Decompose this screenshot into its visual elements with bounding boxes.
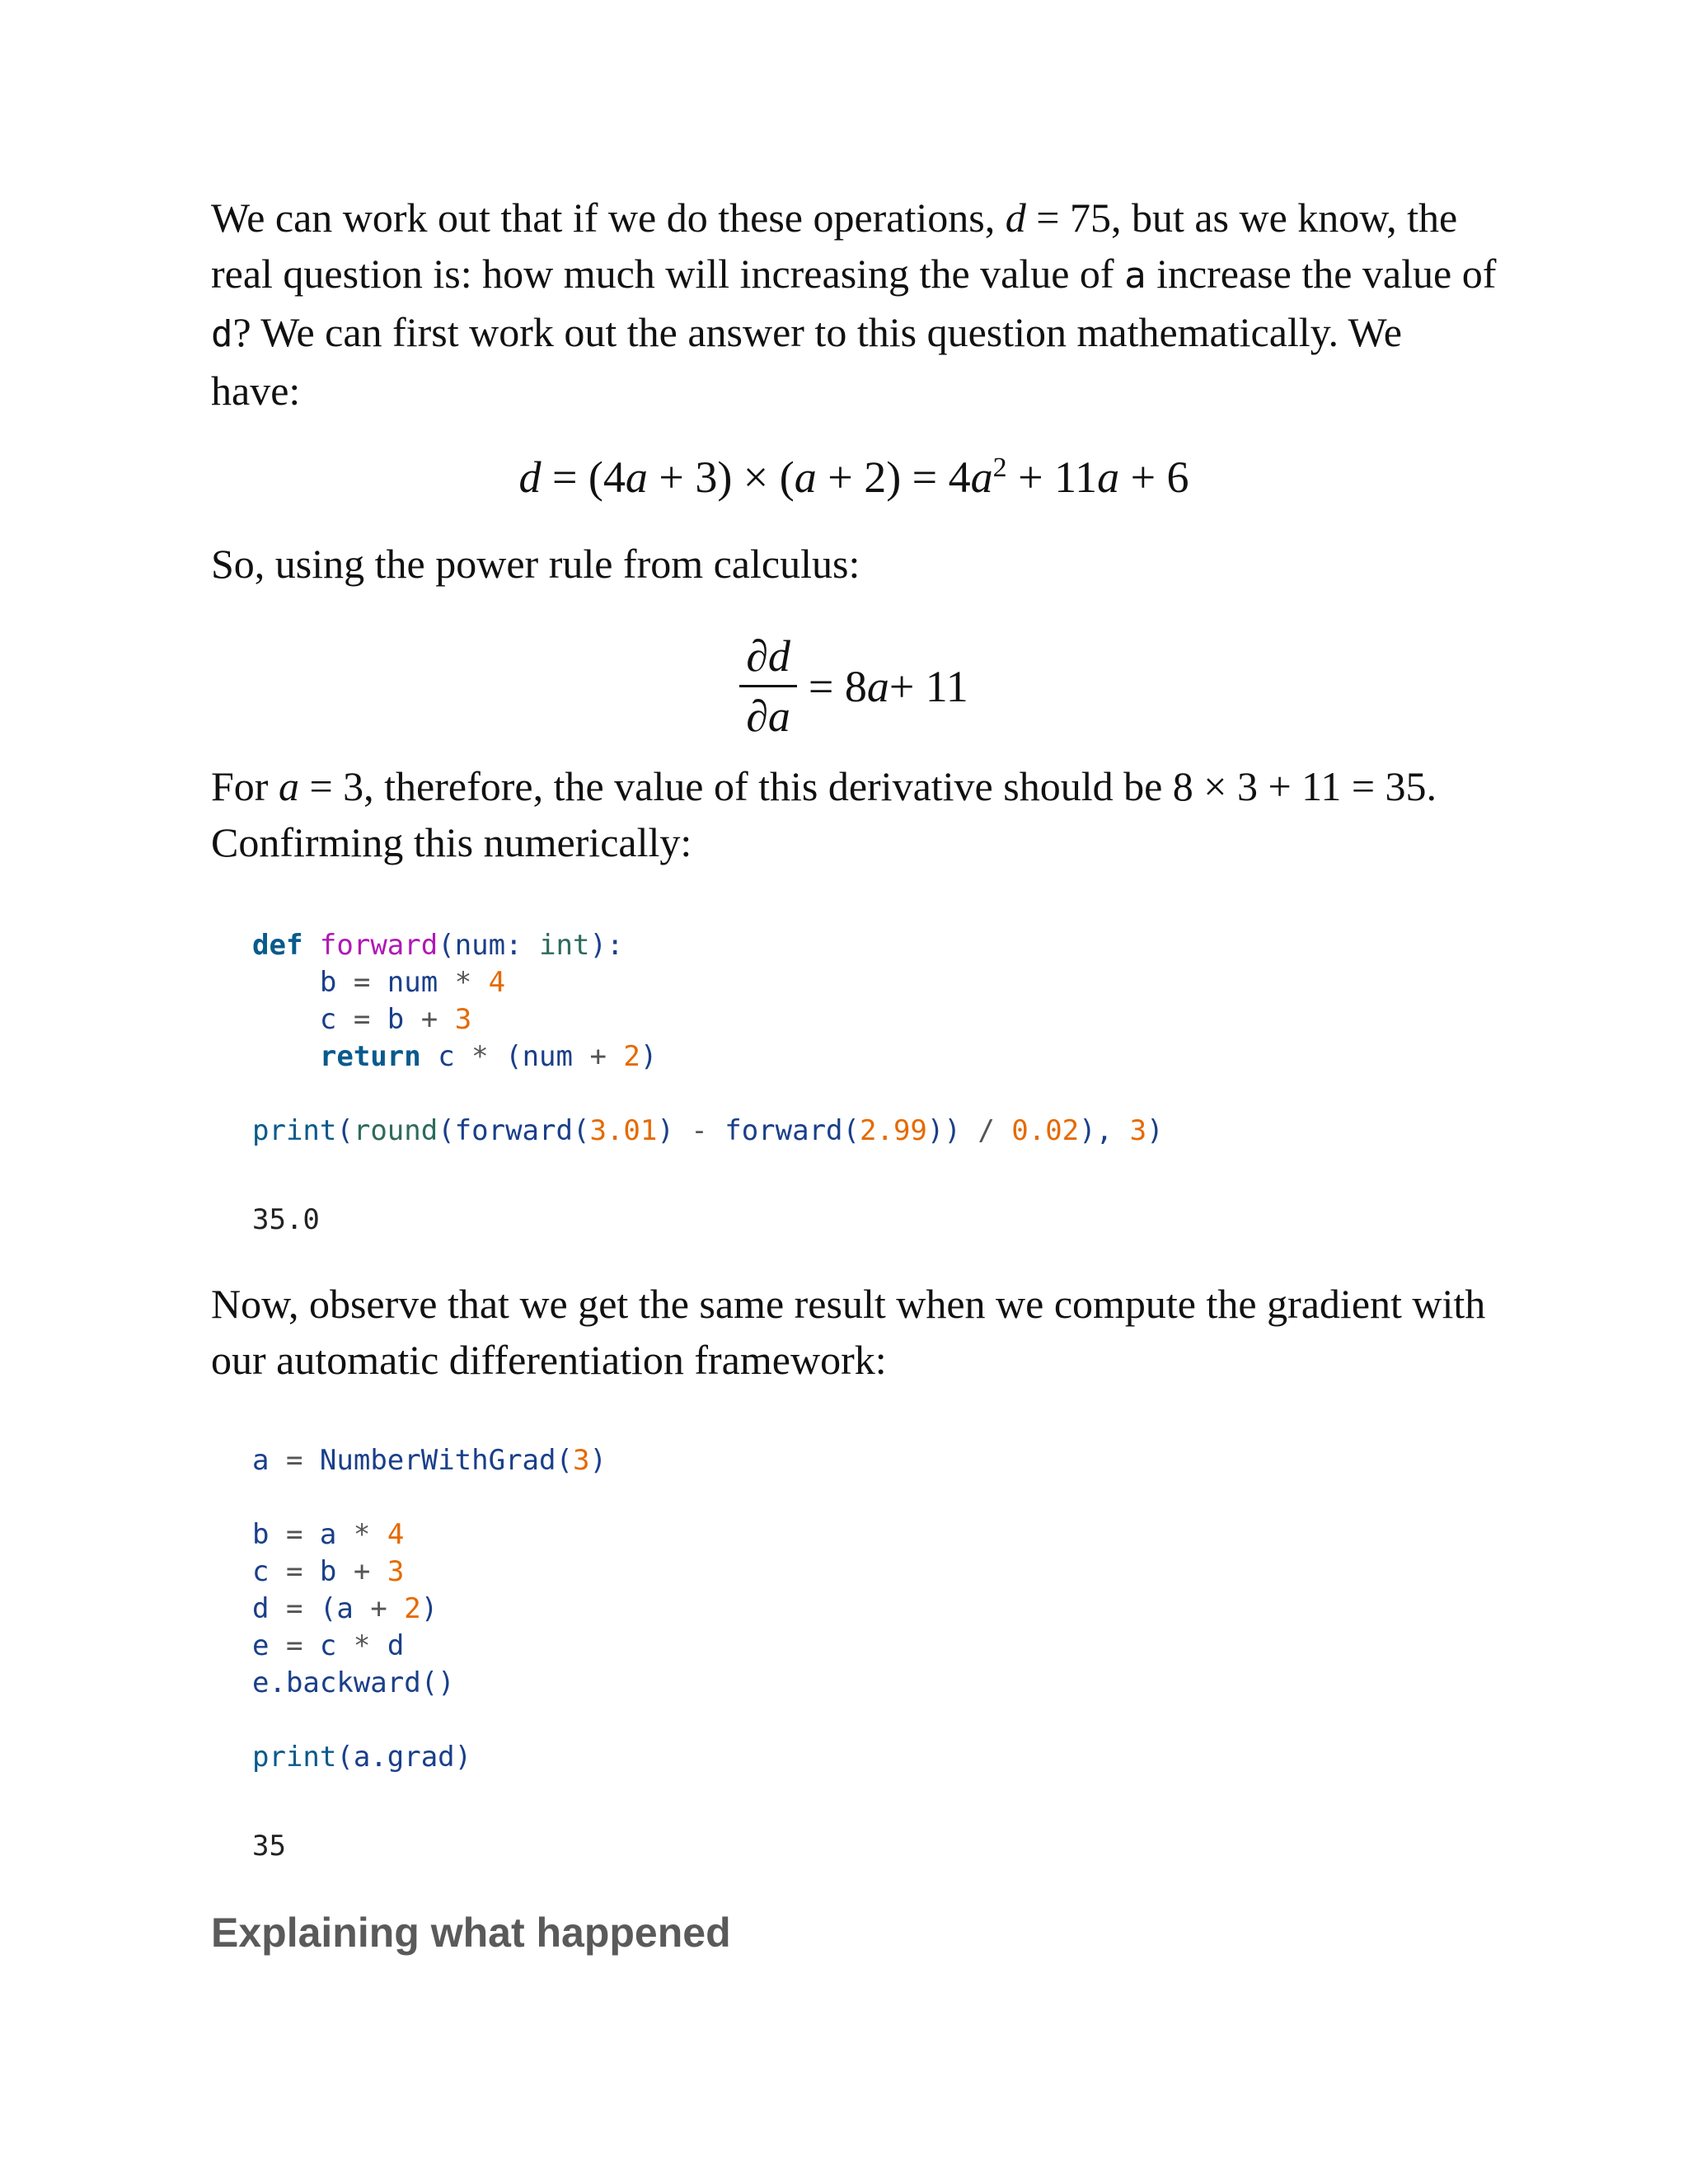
paragraph-intro: We can work out that if we do these operations, d = 75, but as we know, the real question is: how much will increasing the value of a increase the value of d? We can first work out the answer to this question mathematically. We have: xyxy=(211,194,1497,414)
code-line xyxy=(252,1479,607,1516)
paragraph-confirm: For a = 3, therefore, the value of this derivative should be 8 × 3 + 11 = 35. Confirming this numerically: xyxy=(211,763,1437,865)
code-line: e = c * d xyxy=(252,1629,405,1662)
section-heading: Explaining what happened xyxy=(211,1910,731,1956)
equation-expansion: $d = (4a + 3) \times (a + 2) = 4a^2 + 11a + 6$ xyxy=(518,452,1189,502)
code-line: e.backward() xyxy=(252,1666,455,1699)
code-line: c = b + 3 xyxy=(319,1003,472,1036)
var-d: d xyxy=(1005,194,1026,241)
code-line: print(round(forward(3.01) - forward(2.99)) / 0.02), 3) xyxy=(252,1114,1164,1147)
code-line: c = b + 3 xyxy=(252,1555,405,1588)
code-line: b = a * 4 xyxy=(252,1518,405,1551)
equation-derivative: $\frac{\partial d}{\partial a}$ = 8 a + 11 xyxy=(211,630,1497,742)
inline-code-d: d xyxy=(211,313,233,355)
inline-code-a: a xyxy=(1124,255,1146,297)
code-line: return c * (num + 2) xyxy=(319,1040,658,1073)
code-line: print(a.grad) xyxy=(252,1741,472,1774)
code-line xyxy=(252,1702,607,1739)
output-numeric: 35.0 xyxy=(252,1203,320,1236)
paragraph-power-rule: So, using the power rule from calculus: xyxy=(211,541,860,587)
code-block-forward xyxy=(252,927,1164,1150)
code-line: a = NumberWithGrad(3) xyxy=(252,1444,607,1477)
code-line: def forward(num: int): xyxy=(252,929,624,962)
code-line: d = (a + 2) xyxy=(252,1592,438,1625)
output-grad: 35 xyxy=(252,1830,286,1863)
code-line: b = num * 4 xyxy=(319,966,506,999)
fraction: $\frac{\partial d}{\partial a}$ xyxy=(739,630,797,742)
paragraph-autodiff: Now, observe that we get the same result when we compute the gradient with our automatic differentiation framework: xyxy=(211,1281,1486,1383)
code-block-autodiff xyxy=(252,1442,607,1776)
code-line xyxy=(252,1076,1164,1113)
